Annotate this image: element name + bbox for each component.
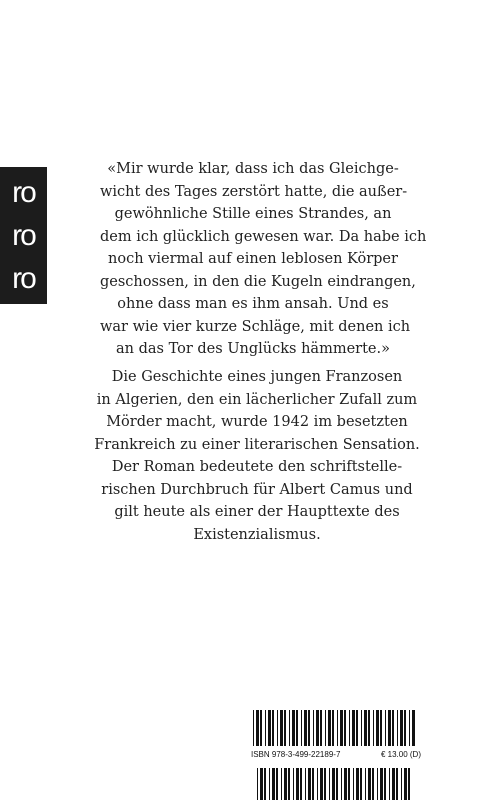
barcode-bar [341, 768, 342, 800]
barcode-area [251, 710, 421, 800]
isbn-barcode-icon [251, 710, 421, 748]
barcode-bar [337, 710, 338, 746]
barcode-bar [268, 710, 271, 746]
barcode-bar [401, 768, 402, 800]
barcode-bar [368, 710, 370, 746]
description-line: Der Roman bedeutete den schriftstelle- [111, 459, 403, 475]
barcode-bar [265, 710, 266, 746]
description-line: Mörder macht, wurde 1942 im besetzten [106, 414, 408, 430]
barcode-bar [284, 710, 286, 746]
description-line: in Algerien, den ein lächerlicher Zufall zum [96, 391, 418, 408]
barcode-bar [289, 710, 290, 746]
barcode-bar [361, 710, 362, 746]
barcode-bar [304, 710, 307, 746]
description-line: Frankreich zu einer literarischen Sensation. [94, 436, 420, 453]
barcode-bar [396, 768, 398, 800]
barcode-bar [329, 768, 330, 800]
barcode-bar [372, 768, 374, 800]
description-line: gilt heute als einer der Haupttexte des [114, 504, 400, 520]
barcode-bar [320, 768, 323, 800]
quote-line: «Mir wurde klar, dass ich das Gleichge- [107, 161, 399, 177]
barcode-bar [272, 768, 275, 800]
barcode-bar [325, 710, 326, 746]
barcode-bar [348, 768, 350, 800]
barcode-bar [277, 710, 278, 746]
barcode-bar [380, 768, 383, 800]
ean-barcode-icon [255, 768, 417, 800]
barcode-bar [385, 710, 386, 746]
barcode-bar [349, 710, 350, 746]
barcode-bar [269, 768, 270, 800]
barcode-bar [340, 710, 343, 746]
barcode-bar [336, 768, 338, 800]
barcode-bar [412, 710, 415, 746]
barcode-bar [313, 710, 314, 746]
barcode-bar [397, 710, 398, 746]
barcode-bar [356, 768, 359, 800]
barcode-bar [300, 768, 302, 800]
barcode-bar [332, 710, 334, 746]
barcode-bar [296, 710, 298, 746]
price-text: € 13.00 (D) [380, 750, 421, 759]
barcode-bar [344, 710, 346, 746]
barcode-bar [392, 710, 394, 746]
logo-line: ro [12, 261, 35, 295]
barcode-bar [317, 768, 318, 800]
barcode-bar [344, 768, 347, 800]
barcode-bar [328, 710, 331, 746]
barcode-bar [288, 768, 290, 800]
barcode-bar [356, 710, 358, 746]
description-line: Existenzialismus. [193, 526, 321, 543]
barcode-bar [360, 768, 362, 800]
barcode-bar [353, 768, 354, 800]
barcode-bar [364, 710, 367, 746]
barcode-bar [312, 768, 314, 800]
barcode-bar [365, 768, 366, 800]
barcode-bar [404, 768, 407, 800]
quote-line: noch viermal auf einen leblosen Körper [108, 251, 398, 267]
barcode-bar [352, 710, 355, 746]
barcode-bar [296, 768, 299, 800]
barcode-bar [308, 710, 310, 746]
quote-line: war wie vier kurze Schläge, mit denen ich [100, 318, 411, 335]
barcode-bar [308, 768, 311, 800]
quote-line: wicht des Tages zerstört hatte, die außer- [100, 183, 408, 200]
barcode-bar [409, 710, 410, 746]
barcode-bar [253, 710, 254, 746]
barcode-bar [380, 710, 382, 746]
barcode-bar [332, 768, 335, 800]
description-line: rischen Durchbruch für Albert Camus und [101, 481, 413, 498]
barcode-bar [388, 710, 391, 746]
logo-line: ro [12, 218, 35, 252]
barcode-bar [389, 768, 390, 800]
book-quote [100, 158, 427, 361]
barcode-bar [376, 710, 379, 746]
logo-line: ro [12, 175, 35, 209]
barcode-bar [281, 768, 282, 800]
barcode-bar [324, 768, 326, 800]
rororo-logo [0, 167, 47, 304]
barcode-bar [256, 710, 259, 746]
barcode-bar [280, 710, 283, 746]
barcode-bar [368, 768, 371, 800]
barcode-bar [272, 710, 274, 746]
barcode-bar [392, 768, 395, 800]
barcode-bar [316, 710, 319, 746]
barcode-bar [276, 768, 278, 800]
barcode-bar [320, 710, 322, 746]
barcode-bar [404, 710, 406, 746]
barcode-bar [292, 710, 295, 746]
barcode-bar [264, 768, 266, 800]
isbn-text: ISBN 978-3-499-22189-7 [251, 750, 341, 759]
quote-line: gewöhnliche Stille eines Strandes, an [114, 206, 392, 222]
barcode-bar [293, 768, 294, 800]
quote-line: geschossen, in den die Kugeln eindrangen, [100, 273, 416, 290]
quote-line: an das Tor des Unglücks hämmerte.» [116, 341, 390, 357]
barcode-bar [305, 768, 306, 800]
barcode-bar [400, 710, 403, 746]
barcode-bar [384, 768, 386, 800]
barcode-bar [260, 710, 262, 746]
barcode-bar [257, 768, 258, 800]
barcode-bar [373, 710, 374, 746]
barcode-bar [260, 768, 263, 800]
quote-line: dem ich glücklich gewesen war. Da habe ich [100, 228, 427, 245]
barcode-bar [408, 768, 410, 800]
barcode-bar [284, 768, 287, 800]
barcode-bar [301, 710, 302, 746]
quote-line: ohne dass man es ihm ansah. Und es [117, 296, 389, 312]
description-line: Die Geschichte eines jungen Franzosen [111, 369, 403, 385]
book-description [92, 366, 422, 546]
barcode-bar [377, 768, 378, 800]
isbn-row [251, 750, 421, 759]
